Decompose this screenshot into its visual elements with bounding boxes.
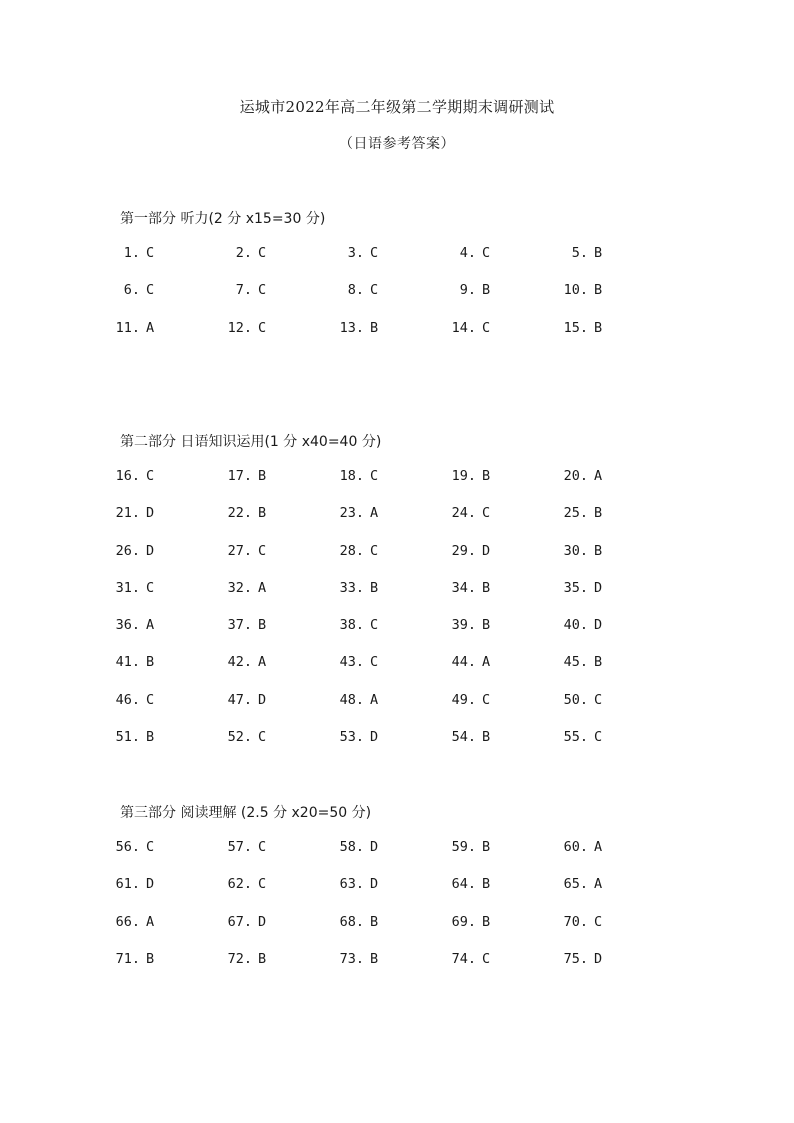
- answer-letter: C: [370, 282, 379, 299]
- question-number: 72.: [227, 950, 252, 967]
- question-number: 32.: [227, 579, 252, 596]
- answer-letter: C: [370, 617, 379, 634]
- question-number: 70.: [563, 913, 588, 930]
- answer-item: [222, 839, 266, 855]
- answer-item: [558, 729, 602, 745]
- question-number: 26.: [115, 542, 140, 559]
- answer-item: [110, 654, 154, 670]
- question-number: 41.: [115, 654, 140, 671]
- question-number: 29.: [451, 542, 476, 559]
- question-number: 59.: [451, 839, 476, 855]
- question-number: 17.: [227, 468, 252, 484]
- question-number: 56.: [115, 839, 140, 855]
- answer-item: [222, 580, 266, 596]
- answer-letter: C: [146, 245, 155, 261]
- question-number: 46.: [115, 691, 140, 708]
- answer-item: [558, 543, 602, 559]
- answer-item: [334, 729, 378, 745]
- question-number: 1.: [123, 245, 140, 261]
- question-number: 62.: [227, 876, 252, 893]
- question-number: 68.: [339, 913, 364, 930]
- answer-item: [446, 245, 490, 261]
- answer-letter: B: [146, 654, 155, 671]
- question-number: 38.: [339, 617, 364, 634]
- question-number: 43.: [339, 654, 364, 671]
- answer-item: [558, 580, 602, 596]
- question-number: 13.: [339, 319, 364, 336]
- answer-letter: B: [370, 913, 379, 930]
- question-number: 47.: [227, 691, 252, 708]
- section-heading: 第一部分 听力(2 分 x15=30 分): [120, 211, 326, 227]
- question-number: 20.: [563, 468, 588, 484]
- answer-letter: B: [482, 876, 491, 893]
- question-number: 44.: [451, 654, 476, 671]
- question-number: 34.: [451, 579, 476, 596]
- answer-letter: D: [258, 691, 267, 708]
- question-number: 52.: [227, 729, 252, 746]
- answer-item: [334, 876, 378, 892]
- question-number: 28.: [339, 542, 364, 559]
- answer-letter: A: [146, 617, 155, 634]
- answer-letter: D: [482, 542, 491, 559]
- answer-letter: D: [146, 542, 155, 559]
- question-number: 60.: [563, 839, 588, 855]
- answer-letter: B: [594, 282, 603, 299]
- answer-item: [446, 654, 490, 670]
- answer-letter: C: [370, 542, 379, 559]
- question-number: 25.: [563, 505, 588, 522]
- answer-letter: C: [594, 913, 603, 930]
- answer-letter: B: [482, 579, 491, 596]
- answer-letter: C: [370, 468, 379, 484]
- question-number: 40.: [563, 617, 588, 634]
- answer-letter: B: [482, 729, 491, 746]
- question-number: 21.: [115, 505, 140, 522]
- answer-item: [334, 914, 378, 930]
- answer-letter: C: [258, 282, 267, 299]
- answer-item: [446, 617, 490, 633]
- answer-item: [558, 951, 602, 967]
- answer-letter: C: [146, 839, 155, 855]
- answer-item: [446, 468, 490, 484]
- question-number: 4.: [459, 245, 476, 261]
- answer-item: [334, 245, 378, 261]
- answer-item: [334, 951, 378, 967]
- answer-item: [110, 729, 154, 745]
- answer-letter: B: [370, 579, 379, 596]
- answer-letter: B: [594, 654, 603, 671]
- question-number: 73.: [339, 950, 364, 967]
- answer-item: [110, 580, 154, 596]
- answer-letter: B: [258, 950, 267, 967]
- answer-item: [334, 692, 378, 708]
- answer-item: [558, 282, 602, 298]
- question-number: 7.: [235, 282, 252, 299]
- answer-letter: C: [146, 691, 155, 708]
- question-number: 10.: [563, 282, 588, 299]
- answer-letter: D: [370, 729, 379, 746]
- answer-item: [110, 876, 154, 892]
- answer-letter: C: [482, 950, 491, 967]
- answer-item: [222, 654, 266, 670]
- section-heading: 第三部分 阅读理解 (2.5 分 x20=50 分): [120, 805, 372, 821]
- answer-letter: A: [482, 654, 491, 671]
- answer-letter: B: [146, 950, 155, 967]
- answer-letter: B: [258, 468, 267, 484]
- answer-letter: A: [370, 691, 379, 708]
- document-title: 运城市2022年高二年级第二学期期末调研测试: [239, 98, 555, 116]
- question-number: 53.: [339, 729, 364, 746]
- question-number: 61.: [115, 876, 140, 893]
- answer-item: [558, 505, 602, 521]
- question-number: 22.: [227, 505, 252, 522]
- answer-item: [446, 876, 490, 892]
- question-number: 3.: [347, 245, 364, 261]
- question-number: 39.: [451, 617, 476, 634]
- answer-letter: D: [594, 579, 603, 596]
- answer-item: [558, 468, 602, 484]
- answer-letter: C: [594, 691, 603, 708]
- answer-letter: A: [258, 579, 267, 596]
- question-number: 27.: [227, 542, 252, 559]
- answer-letter: C: [258, 839, 267, 855]
- question-number: 31.: [115, 579, 140, 596]
- question-number: 23.: [339, 505, 364, 522]
- answer-item: [334, 468, 378, 484]
- answer-letter: A: [594, 876, 603, 893]
- answer-letter: C: [370, 245, 379, 261]
- answer-item: [334, 505, 378, 521]
- answer-item: [110, 692, 154, 708]
- answer-item: [110, 282, 154, 298]
- answer-item: [446, 914, 490, 930]
- answer-item: [222, 914, 266, 930]
- answer-letter: B: [370, 950, 379, 967]
- answer-item: [334, 617, 378, 633]
- answer-item: [222, 876, 266, 892]
- answer-letter: C: [258, 319, 267, 336]
- question-number: 48.: [339, 691, 364, 708]
- answer-item: [446, 692, 490, 708]
- question-number: 14.: [451, 319, 476, 336]
- answer-letter: C: [258, 542, 267, 559]
- question-number: 2.: [235, 245, 252, 261]
- answer-letter: B: [594, 245, 603, 261]
- answer-letter: A: [370, 505, 379, 522]
- question-number: 35.: [563, 579, 588, 596]
- answer-letter: A: [594, 468, 603, 484]
- answer-letter: B: [146, 729, 155, 746]
- answer-item: [222, 468, 266, 484]
- question-number: 33.: [339, 579, 364, 596]
- answer-item: [334, 320, 378, 336]
- answer-item: [110, 320, 154, 336]
- question-number: 19.: [451, 468, 476, 484]
- answer-item: [558, 320, 602, 336]
- answer-item: [446, 282, 490, 298]
- question-number: 58.: [339, 839, 364, 855]
- answer-item: [222, 617, 266, 633]
- answer-item: [446, 580, 490, 596]
- answer-letter: B: [594, 542, 603, 559]
- answer-letter: D: [370, 839, 379, 855]
- answer-item: [446, 839, 490, 855]
- answer-item: [110, 914, 154, 930]
- answer-letter: B: [258, 617, 267, 634]
- question-number: 11.: [115, 319, 140, 336]
- answer-letter: C: [146, 468, 155, 484]
- question-number: 54.: [451, 729, 476, 746]
- answer-letter: A: [146, 319, 155, 336]
- question-number: 5.: [571, 245, 588, 261]
- answer-item: [334, 580, 378, 596]
- answer-item: [222, 692, 266, 708]
- question-number: 74.: [451, 950, 476, 967]
- answer-letter: B: [482, 913, 491, 930]
- answer-letter: C: [146, 579, 155, 596]
- answer-letter: B: [482, 617, 491, 634]
- answer-letter: D: [146, 505, 155, 522]
- answer-item: [558, 839, 602, 855]
- answer-item: [110, 505, 154, 521]
- question-number: 36.: [115, 617, 140, 634]
- answer-item: [446, 543, 490, 559]
- question-number: 75.: [563, 950, 588, 967]
- answer-letter: D: [594, 617, 603, 634]
- question-number: 42.: [227, 654, 252, 671]
- answer-letter: C: [146, 282, 155, 299]
- answer-item: [110, 543, 154, 559]
- answer-letter: C: [258, 876, 267, 893]
- question-number: 63.: [339, 876, 364, 893]
- answer-item: [110, 839, 154, 855]
- answer-letter: D: [370, 876, 379, 893]
- question-number: 8.: [347, 282, 364, 299]
- question-number: 24.: [451, 505, 476, 522]
- answer-item: [222, 505, 266, 521]
- answer-letter: C: [482, 691, 491, 708]
- answer-item: [222, 282, 266, 298]
- question-number: 45.: [563, 654, 588, 671]
- answer-letter: B: [482, 839, 491, 855]
- answer-letter: D: [258, 913, 267, 930]
- answer-item: [334, 839, 378, 855]
- question-number: 67.: [227, 913, 252, 930]
- answer-letter: C: [482, 319, 491, 336]
- question-number: 15.: [563, 319, 588, 336]
- answer-letter: B: [258, 505, 267, 522]
- answer-letter: B: [594, 319, 603, 336]
- answer-item: [110, 617, 154, 633]
- answer-letter: B: [594, 505, 603, 522]
- section-heading: 第二部分 日语知识运用(1 分 x40=40 分): [120, 434, 382, 450]
- answer-letter: C: [258, 245, 267, 261]
- answer-item: [110, 245, 154, 261]
- question-number: 18.: [339, 468, 364, 484]
- question-number: 69.: [451, 913, 476, 930]
- question-number: 16.: [115, 468, 140, 484]
- question-number: 55.: [563, 729, 588, 746]
- answer-letter: C: [482, 505, 491, 522]
- answer-item: [334, 543, 378, 559]
- question-number: 49.: [451, 691, 476, 708]
- answer-letter: B: [482, 282, 491, 299]
- answer-item: [446, 320, 490, 336]
- answer-letter: D: [146, 876, 155, 893]
- question-number: 57.: [227, 839, 252, 855]
- question-number: 9.: [459, 282, 476, 299]
- answer-item: [558, 654, 602, 670]
- question-number: 71.: [115, 950, 140, 967]
- answer-item: [334, 654, 378, 670]
- answer-letter: C: [258, 729, 267, 746]
- answer-letter: B: [482, 468, 491, 484]
- answer-letter: B: [370, 319, 379, 336]
- answer-item: [222, 729, 266, 745]
- answer-item: [222, 320, 266, 336]
- answer-item: [446, 505, 490, 521]
- answer-item: [334, 282, 378, 298]
- answer-item: [222, 951, 266, 967]
- answer-item: [110, 951, 154, 967]
- answer-letter: C: [594, 729, 603, 746]
- answer-item: [558, 617, 602, 633]
- answer-letter: D: [594, 950, 603, 967]
- answer-item: [558, 245, 602, 261]
- answer-item: [446, 729, 490, 745]
- answer-item: [558, 876, 602, 892]
- question-number: 12.: [227, 319, 252, 336]
- answer-item: [558, 914, 602, 930]
- answer-item: [222, 543, 266, 559]
- answer-item: [110, 468, 154, 484]
- question-number: 30.: [563, 542, 588, 559]
- document-subtitle: （日语参考答案）: [339, 136, 455, 152]
- answer-letter: A: [146, 913, 155, 930]
- answer-item: [222, 245, 266, 261]
- question-number: 6.: [123, 282, 140, 299]
- question-number: 65.: [563, 876, 588, 893]
- question-number: 66.: [115, 913, 140, 930]
- answer-item: [558, 692, 602, 708]
- answer-letter: A: [594, 839, 603, 855]
- question-number: 51.: [115, 729, 140, 746]
- answer-item: [446, 951, 490, 967]
- question-number: 64.: [451, 876, 476, 893]
- answer-letter: C: [370, 654, 379, 671]
- question-number: 50.: [563, 691, 588, 708]
- answer-letter: A: [258, 654, 267, 671]
- answer-letter: C: [482, 245, 491, 261]
- question-number: 37.: [227, 617, 252, 634]
